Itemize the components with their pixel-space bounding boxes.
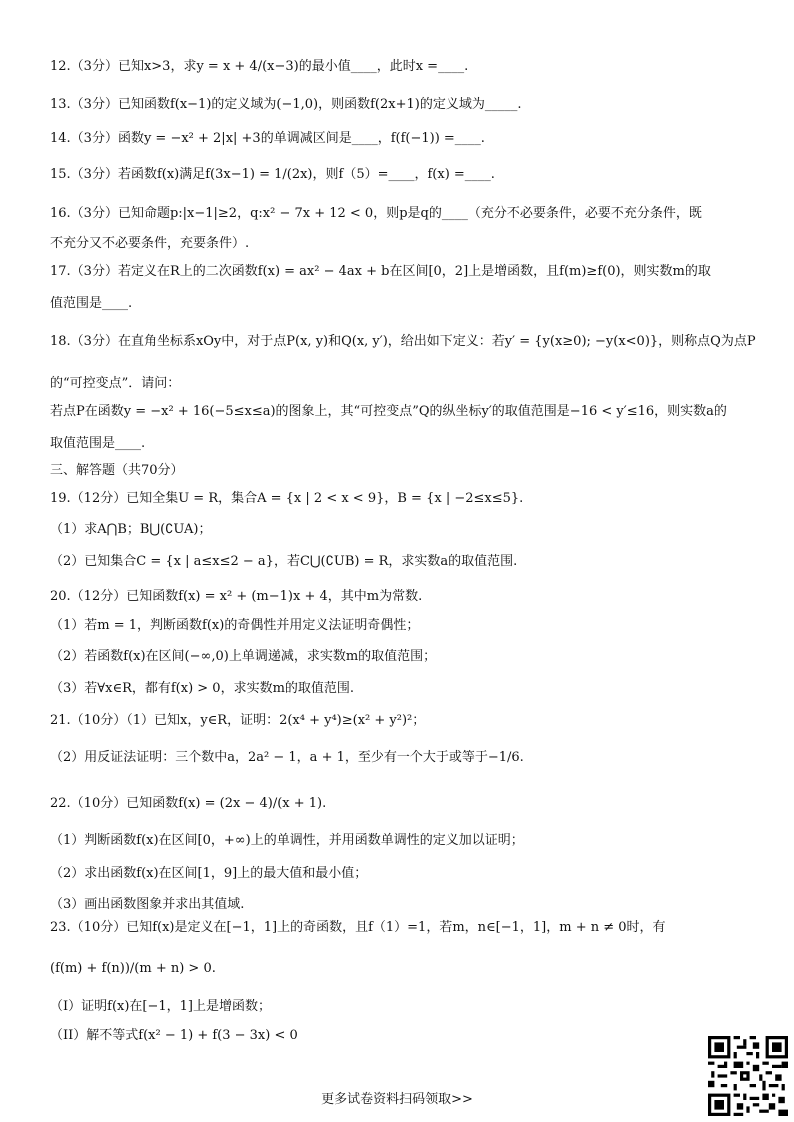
question-16: 16.（3分）已知命题p:|x−1|≥2，q:x² − 7x + 12 < 0，则p是q的____（充分不必要条件，必要不充分条件，既: [50, 206, 702, 221]
question-19-part2: （2）已知集合C = {x | a≤x≤2 − a}，若C⋃(∁UB) = R，求实数a的取值范围.: [50, 554, 518, 569]
question-22-part2: （2）求出函数f(x)在区间[1，9]上的最大值和最小值；: [50, 866, 368, 881]
question-23-part1: （I）证明f(x)在[−1，1]上是增函数；: [50, 999, 272, 1014]
question-22-part3: （3）画出函数图象并求出其值域.: [50, 897, 245, 912]
question-20-part3: （3）若∀x∈R，都有f(x) > 0，求实数m的取值范围.: [50, 681, 355, 696]
question-21-part2: （2）用反证法证明：三个数中a，2a² − 1，a + 1，至少有一个大于或等于−1/6.: [50, 750, 524, 765]
question-13: 13.（3分）已知函数f(x−1)的定义域为(−1,0)，则函数f(2x+1)的定义域为_____.: [50, 97, 522, 112]
question-22: 22.（10分）已知函数f(x) = (2x − 4)/(x + 1).: [50, 796, 327, 811]
question-23-part2: （II）解不等式f(x² − 1) + f(3 − 3x) < 0: [50, 1028, 298, 1043]
question-21: 21.（10分）（1）已知x，y∈R，证明：2(x⁴ + y⁴)≥(x² + y²)²；: [50, 713, 426, 728]
question-17-cont: 值范围是____.: [50, 296, 133, 311]
question-20: 20.（12分）已知函数f(x) = x² + (m−1)x + 4，其中m为常数.: [50, 589, 423, 604]
question-22-part1: （1）判断函数f(x)在区间[0，+∞)上的单调性，并用函数单调性的定义加以证明；: [50, 833, 524, 848]
question-15: 15.（3分）若函数f(x)满足f(3x−1) = 1/(2x)，则f（5）=____，f(x) =____.: [50, 167, 495, 182]
question-23-cont: (f(m) + f(n))/(m + n) > 0.: [50, 961, 216, 976]
question-20-part1: （1）若m = 1，判断函数f(x)的奇偶性并用定义法证明奇偶性；: [50, 618, 420, 633]
question-12: 12.（3分）已知x>3，求y = x + 4/(x−3)的最小值____，此时x =____.: [50, 59, 469, 74]
question-16-cont: 不充分又不必要条件，充要条件）.: [50, 236, 250, 251]
question-19: 19.（12分）已知全集U = R，集合A = {x | 2 < x < 9}，B = {x | −2≤x≤5}.: [50, 491, 524, 506]
question-17: 17.（3分）若定义在R上的二次函数f(x) = ax² − 4ax + b在区间[0，2]上是增函数，且f(m)≥f(0)，则实数m的取: [50, 264, 711, 279]
question-23: 23.（10分）已知f(x)是定义在[−1，1]上的奇函数，且f（1）=1，若m，n∈[−1，1]，m + n ≠ 0时，有: [50, 920, 666, 935]
question-18: 18.（3分）在直角坐标系xOy中，对于点P(x, y)和Q(x, y′)，给出如下定义：若y′ = {y(x≥0); −y(x<0)}，则称点Q为点P: [50, 334, 756, 349]
question-18-cont: 的“可控变点”．请问：: [50, 376, 181, 391]
section-heading: 三、解答题（共70分）: [50, 463, 184, 478]
question-14: 14.（3分）函数y = −x² + 2|x| +3的单调减区间是____，f(f(−1)) =____.: [50, 131, 485, 146]
question-18-tail: 取值范围是____.: [50, 436, 146, 451]
footer-text[interactable]: 更多试卷资料扫码领取>>: [321, 1092, 473, 1107]
question-20-part2: （2）若函数f(x)在区间(−∞,0)上单调递减，求实数m的取值范围；: [50, 649, 437, 664]
question-18-part: 若点P在函数y = −x² + 16(−5≤x≤a)的图象上，其“可控变点”Q的纵坐标y′的取值范围是−16 < y′≤16，则实数a的: [50, 404, 727, 419]
question-19-part1: （1）求A⋂B；B⋃(∁UA)；: [50, 522, 212, 537]
